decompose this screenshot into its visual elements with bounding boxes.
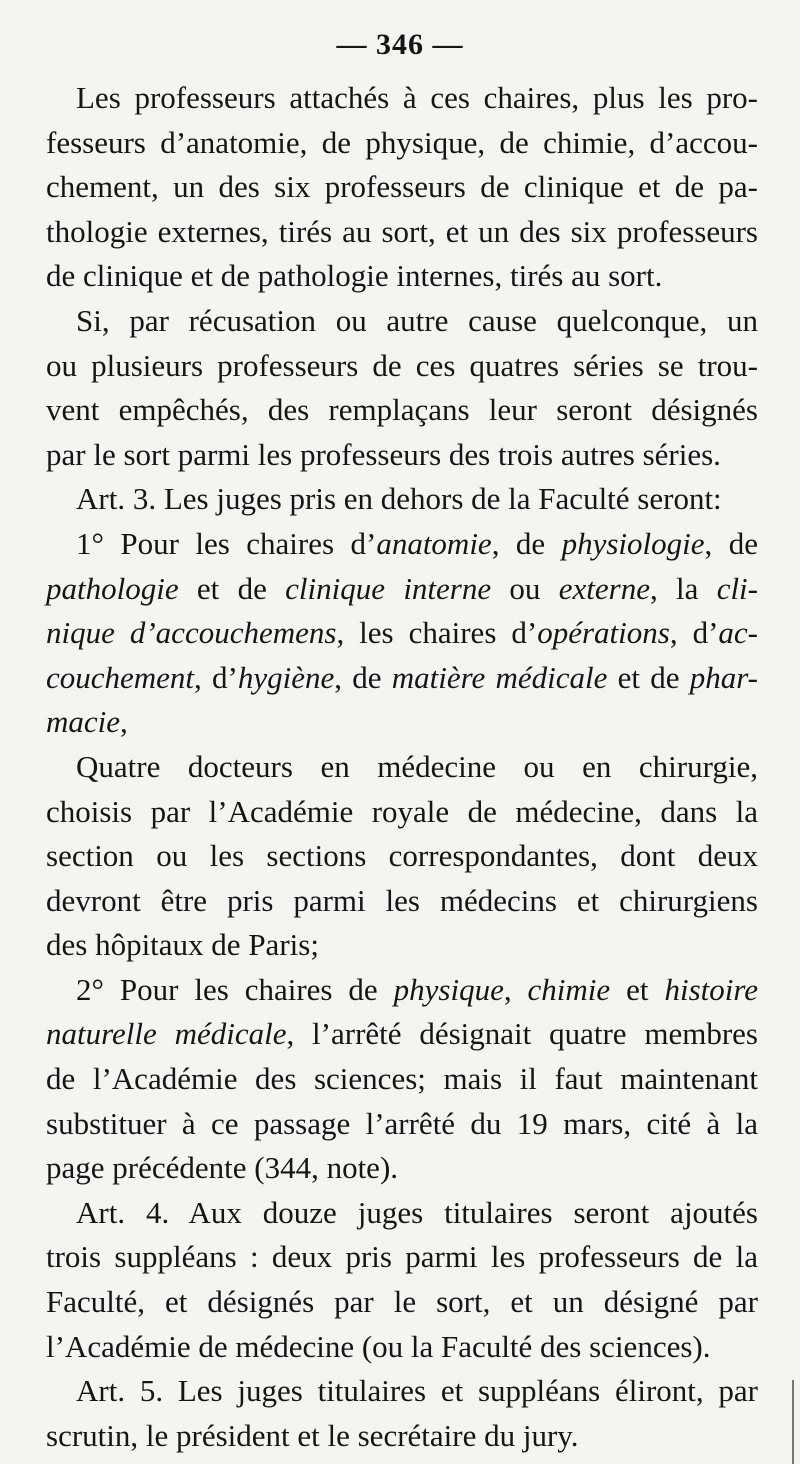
text-segment: page précédente (344, note). <box>46 1150 399 1186</box>
text-line <box>46 210 758 255</box>
text-segment: , de <box>334 659 392 695</box>
italic-text-segment: chimie <box>527 971 611 1007</box>
text-line <box>46 121 758 166</box>
text-segment: , la <box>649 570 717 606</box>
italic-text-segment: phar- <box>689 659 759 695</box>
text-line <box>46 923 758 968</box>
text-line <box>46 968 758 1013</box>
text-line <box>46 879 758 924</box>
text-segment: substituer à ce passage l’arrêté du 19 mars, cité à la <box>46 1105 758 1141</box>
text-segment: Art. 4. Aux douze juges titulaires seront ajoutés <box>76 1194 758 1230</box>
text-line <box>46 299 758 344</box>
text-line <box>46 567 758 612</box>
text-segment: thologie externes, tirés au sort, et un des six professeurs <box>46 213 758 249</box>
text-segment: , d’ <box>194 659 238 695</box>
text-segment: et de <box>607 659 690 695</box>
text-segment: , de <box>491 525 562 561</box>
text-segment: Art. 3. Les juges pris en dehors de la Faculté seront: <box>76 481 722 517</box>
italic-text-segment: pathologie <box>46 570 179 606</box>
italic-text-segment: opérations <box>537 615 670 651</box>
text-line <box>46 477 758 522</box>
body-text <box>46 76 758 1458</box>
page-number: — 346 — <box>336 28 464 61</box>
italic-text-segment: physiologie <box>561 525 705 561</box>
italic-text-segment: externe <box>558 570 650 606</box>
text-line <box>46 1057 758 1102</box>
text-segment: ou plusieurs professeurs de ces quatres séries se trou- <box>46 347 758 383</box>
text-line <box>46 76 758 121</box>
text-segment: 2° Pour les chaires de <box>76 971 394 1007</box>
text-segment: fesseurs d’anatomie, de physique, de chimie, d’accou- <box>46 124 758 160</box>
text-line <box>46 344 758 389</box>
text-segment: devront être pris parmi les médecins et chirurgiens <box>46 882 758 918</box>
text-segment: section ou les sections correspondantes, dont deux <box>46 838 758 874</box>
text-segment: Les professeurs attachés à ces chaires, plus les pro- <box>76 80 758 115</box>
italic-text-segment: hygiène <box>237 659 335 695</box>
text-line <box>46 254 758 299</box>
text-line <box>46 656 758 701</box>
text-segment: , l’arrêté désignait quatre membres <box>286 1016 758 1052</box>
text-segment: , les chaires d’ <box>336 615 538 651</box>
text-line <box>46 165 758 210</box>
page-edge-line <box>792 1380 794 1464</box>
text-segment: Si, par récusation ou autre cause quelconque, un <box>76 302 758 338</box>
text-line <box>46 790 758 835</box>
text-line <box>46 1235 758 1280</box>
italic-text-segment: matière médicale <box>391 659 608 695</box>
text-line <box>46 388 758 433</box>
text-segment: Quatre docteurs en médecine ou en chirurgie, <box>76 748 758 784</box>
italic-text-segment: histoire <box>664 971 759 1007</box>
text-segment: vent empêchés, des remplaçans leur seront désignés <box>46 392 758 428</box>
text-line <box>46 1414 758 1459</box>
text-segment: Art. 5. Les juges titulaires et suppléans éliront, par <box>76 1373 758 1409</box>
text-segment: Faculté, et désignés par le sort, et un désigné par <box>46 1284 758 1320</box>
italic-text-segment: ac- <box>718 615 758 651</box>
text-segment: scrutin, le président et le secrétaire du jury. <box>46 1417 579 1453</box>
text-segment: de l’Académie des sciences; mais il faut maintenant <box>46 1061 758 1097</box>
text-line <box>46 1191 758 1236</box>
text-segment: chement, un des six professeurs de clinique et de pa- <box>46 169 758 205</box>
text-segment: 1° Pour les chaires d’ <box>76 525 377 561</box>
text-segment: choisis par l’Académie royale de médecine, dans la <box>46 793 758 829</box>
italic-text-segment: nique d’accouchemens <box>46 615 337 651</box>
text-segment: , <box>503 971 528 1007</box>
text-line <box>46 745 758 790</box>
italic-text-segment: macie <box>46 704 121 740</box>
italic-text-segment: couchement <box>46 659 195 695</box>
text-line <box>46 1369 758 1414</box>
italic-text-segment: clinique interne <box>285 570 492 606</box>
text-segment: et <box>610 971 665 1007</box>
text-line <box>46 834 758 879</box>
text-line <box>46 611 758 656</box>
text-segment: ou <box>491 570 559 606</box>
text-segment: , d’ <box>669 615 719 651</box>
italic-text-segment: physique <box>393 971 504 1007</box>
text-segment: l’Académie de médecine (ou la Faculté des sciences). <box>46 1328 711 1364</box>
italic-text-segment: naturelle médicale <box>46 1016 287 1052</box>
text-line <box>46 700 758 745</box>
text-line <box>46 1012 758 1057</box>
text-segment: par le sort parmi les professeurs des trois autres séries. <box>46 436 721 472</box>
text-segment: , <box>120 704 128 740</box>
text-segment: des hôpitaux de Paris; <box>46 927 319 963</box>
italic-text-segment: anatomie <box>376 525 492 561</box>
text-line <box>46 522 758 567</box>
text-segment: et de <box>178 570 286 606</box>
text-segment: , de <box>704 525 758 561</box>
text-line <box>46 1325 758 1370</box>
text-line <box>46 1146 758 1191</box>
text-segment: trois suppléans : deux pris parmi les professeurs de la <box>46 1239 758 1275</box>
text-line <box>46 433 758 478</box>
italic-text-segment: cli- <box>716 570 758 606</box>
text-line <box>46 1280 758 1325</box>
text-line <box>46 1102 758 1147</box>
text-segment: de clinique et de pathologie internes, tirés au sort. <box>46 258 663 294</box>
